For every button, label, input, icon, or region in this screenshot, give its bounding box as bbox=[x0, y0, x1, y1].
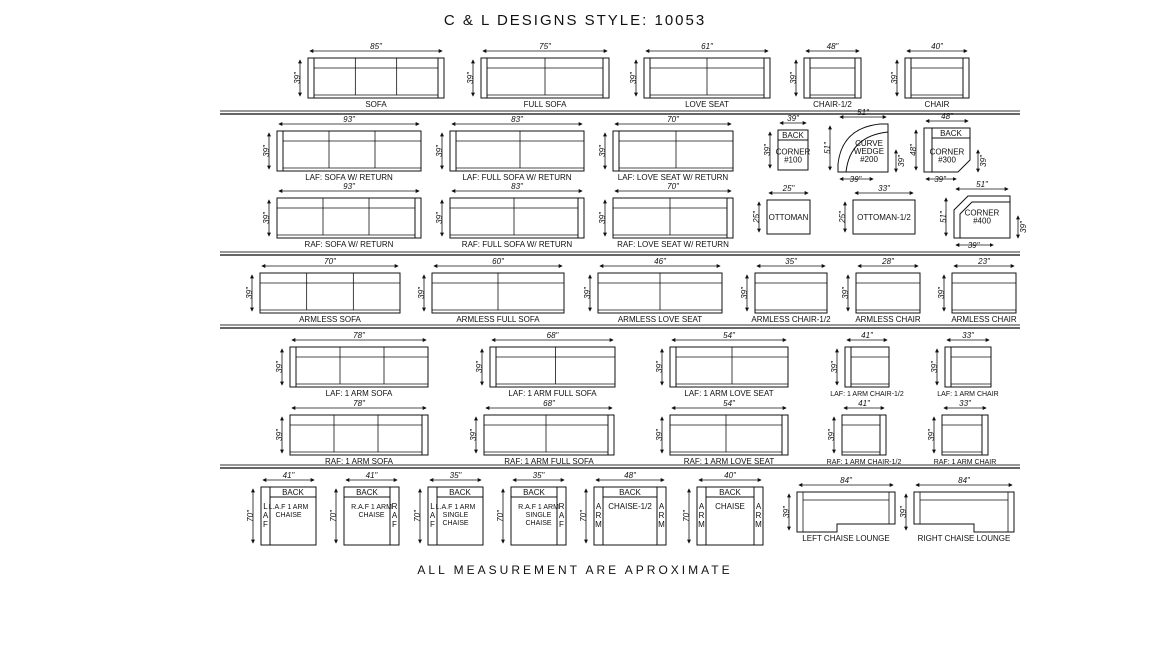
piece-caption: FULL SOFA bbox=[523, 100, 567, 109]
height-dimension: 39" bbox=[469, 429, 478, 441]
arm-side-label-left: A bbox=[698, 502, 705, 511]
piece-corner-400 bbox=[939, 180, 1028, 250]
height-dimension: 39" bbox=[937, 287, 946, 299]
second-height-dimension: 39" bbox=[979, 155, 988, 167]
piece-inner-label: OTTOMAN-1/2 bbox=[857, 213, 911, 222]
width-dimension: 68" bbox=[543, 399, 555, 408]
raf-side-label: R bbox=[391, 502, 398, 511]
piece-caption: LAF: LOVE SEAT W/ RETURN bbox=[617, 173, 729, 182]
height-dimension: 39" bbox=[275, 429, 284, 441]
arm-side-label-left: M bbox=[698, 520, 705, 529]
height-dimension: 39" bbox=[583, 287, 592, 299]
width-dimension: 40" bbox=[724, 471, 736, 480]
piece-caption: LAF: 1 ARM LOVE SEAT bbox=[684, 389, 774, 398]
piece-laf-love-seat-w-return bbox=[598, 115, 733, 182]
chaise-lounge-outline bbox=[914, 492, 1014, 532]
width-dimension: 93" bbox=[343, 182, 355, 191]
width-dimension: 39" bbox=[787, 114, 799, 123]
piece-inner-label: CHAISE bbox=[275, 512, 302, 519]
piece-outline bbox=[942, 415, 988, 455]
width-dimension: 68" bbox=[546, 331, 559, 340]
piece-outline bbox=[856, 273, 920, 313]
piece-caption: LAF: SOFA W/ RETURN bbox=[305, 173, 393, 182]
width-dimension: 84" bbox=[840, 476, 852, 485]
height-dimension: 39" bbox=[475, 361, 484, 373]
height-dimension: 70" bbox=[413, 510, 422, 522]
back-label: BACK bbox=[282, 488, 304, 497]
width-dimension: 51" bbox=[857, 108, 869, 117]
piece-inner-label: CORNER bbox=[775, 147, 811, 157]
width-dimension: 85" bbox=[370, 42, 382, 51]
raf-side-label: F bbox=[392, 520, 397, 529]
height-dimension: 39" bbox=[899, 506, 908, 518]
piece-laf-1-arm-chair-1-2 bbox=[830, 331, 904, 398]
piece-outline bbox=[277, 131, 421, 171]
width-dimension: 35" bbox=[449, 471, 462, 480]
height-dimension: 39" bbox=[782, 506, 791, 518]
piece-chair-1-2 bbox=[789, 42, 861, 109]
height-dimension: 25" bbox=[752, 211, 761, 223]
piece-outline bbox=[290, 347, 428, 387]
piece-raf-1-arm-love-seat bbox=[655, 399, 788, 466]
piece-inner-label: CHAISE bbox=[358, 512, 385, 519]
piece-curve-wedge-200 bbox=[823, 108, 906, 184]
piece-inner-label: L.A.F 1 ARM bbox=[435, 504, 476, 511]
back-label: BACK bbox=[719, 488, 741, 497]
width-dimension: 83" bbox=[511, 115, 523, 124]
width-dimension: 35" bbox=[785, 257, 797, 266]
piece-caption: RAF: 1 ARM LOVE SEAT bbox=[683, 457, 775, 466]
piece-inner-label: #200 bbox=[860, 155, 878, 164]
width-dimension: 70" bbox=[667, 115, 679, 124]
piece-caption: CHAIR bbox=[924, 100, 950, 109]
piece-armless-sofa bbox=[245, 257, 400, 324]
piece-inner-label: CURVE bbox=[855, 139, 883, 148]
width-dimension: 70" bbox=[667, 182, 679, 191]
page-title: C & L DESIGNS STYLE: 10053 bbox=[443, 12, 707, 29]
left-arm bbox=[804, 58, 810, 98]
piece-caption: RAF: 1 ARM FULL SOFA bbox=[504, 457, 594, 466]
back-label: BACK bbox=[940, 129, 962, 138]
height-dimension: 39" bbox=[763, 144, 772, 156]
laf-side-label: A bbox=[262, 511, 269, 520]
piece-laf-full-sofa-w-return bbox=[435, 115, 584, 182]
width-dimension: 78" bbox=[353, 331, 365, 340]
height-dimension: 70" bbox=[682, 510, 691, 522]
piece-caption: LAF: 1 ARM CHAIR bbox=[937, 391, 999, 398]
width-dimension: 28" bbox=[882, 257, 894, 266]
chaise-lounge-outline bbox=[797, 492, 895, 532]
left-arm bbox=[644, 58, 650, 98]
width-dimension: 54" bbox=[723, 399, 735, 408]
piece-outline bbox=[450, 198, 584, 238]
piece-inner-label: WEDGE bbox=[853, 147, 885, 156]
piece-love-seat bbox=[629, 42, 770, 109]
piece-outline bbox=[308, 58, 444, 98]
laf-side-label: L bbox=[263, 502, 268, 511]
right-arm bbox=[603, 58, 609, 98]
piece-inner-label: SINGLE bbox=[525, 512, 552, 519]
height-dimension: 70" bbox=[329, 510, 338, 522]
piece-caption: LAF: 1 ARM SOFA bbox=[325, 389, 393, 398]
width-dimension: 48" bbox=[624, 471, 636, 480]
width-dimension: 93" bbox=[343, 115, 355, 124]
piece-inner-label: SINGLE bbox=[442, 512, 469, 519]
right-arm bbox=[727, 198, 733, 238]
piece-caption: ARMLESS SOFA bbox=[299, 315, 361, 324]
piece-caption: LAF: FULL SOFA W/ RETURN bbox=[462, 173, 572, 182]
left-arm bbox=[905, 58, 911, 98]
width-dimension: 41" bbox=[365, 471, 378, 480]
piece-caption: ARMLESS FULL SOFA bbox=[456, 315, 540, 324]
piece-chaise bbox=[682, 471, 763, 545]
back-label: BACK bbox=[523, 488, 545, 497]
piece-caption: RAF: 1 ARM CHAIR bbox=[933, 459, 997, 466]
piece-raf-love-seat-w-return bbox=[598, 182, 733, 249]
piece-inner-label: R.A.F 1 ARM bbox=[518, 504, 559, 511]
piece-caption: ARMLESS LOVE SEAT bbox=[617, 315, 703, 324]
piece-outline bbox=[613, 198, 733, 238]
right-arm bbox=[578, 198, 584, 238]
piece-r-a-f-1-arm-chaise bbox=[329, 471, 399, 545]
height-dimension: 39" bbox=[827, 429, 836, 441]
piece-inner-label: L.A.F 1 ARM bbox=[268, 504, 309, 511]
piece-outline bbox=[277, 198, 421, 238]
piece-caption: RIGHT CHAISE LOUNGE bbox=[917, 534, 1011, 543]
piece-outline bbox=[484, 415, 614, 455]
right-arm bbox=[880, 415, 886, 455]
piece-inner-label: #400 bbox=[973, 216, 991, 226]
piece-caption: LOVE SEAT bbox=[685, 100, 729, 109]
laf-side-label: F bbox=[263, 520, 268, 529]
piece-chair bbox=[890, 42, 969, 109]
piece-ottoman-1-2 bbox=[838, 184, 915, 234]
piece-laf-1-arm-full-sofa bbox=[475, 331, 615, 398]
width-dimension: 51" bbox=[976, 180, 988, 189]
piece-laf-1-arm-love-seat bbox=[655, 331, 788, 398]
piece-raf-full-sofa-w-return bbox=[435, 182, 584, 249]
width-dimension: 61" bbox=[701, 42, 713, 51]
arm-side-label-right: M bbox=[755, 520, 762, 529]
piece-l-a-f-1-arm-chaise bbox=[246, 471, 316, 545]
piece-caption: CHAIR-1/2 bbox=[813, 100, 852, 109]
piece-inner-label: CHAISE bbox=[525, 520, 552, 527]
piece-armless-chair bbox=[937, 257, 1017, 324]
height-dimension: 39" bbox=[245, 287, 254, 299]
width-dimension: 48" bbox=[941, 112, 953, 121]
height-dimension: 39" bbox=[930, 361, 939, 373]
width-dimension: 75" bbox=[539, 42, 551, 51]
width-dimension: 25" bbox=[782, 184, 795, 193]
piece-armless-chair-1-2 bbox=[740, 257, 831, 324]
back-label: BACK bbox=[356, 488, 378, 497]
piece-inner-label: OTTOMAN bbox=[768, 213, 809, 222]
raf-side-label: F bbox=[559, 520, 564, 529]
piece-armless-love-seat bbox=[583, 257, 722, 324]
height-dimension: 39" bbox=[598, 212, 607, 224]
height-dimension: 39" bbox=[466, 72, 475, 84]
right-arm bbox=[438, 58, 444, 98]
left-arm bbox=[308, 58, 314, 98]
piece-laf-1-arm-sofa bbox=[275, 331, 428, 398]
width-dimension: 41" bbox=[282, 471, 295, 480]
piece-outline bbox=[755, 273, 827, 313]
width-dimension: 40" bbox=[931, 42, 943, 51]
height-dimension: 39" bbox=[841, 287, 850, 299]
height-dimension: 39" bbox=[655, 361, 664, 373]
height-dimension: 39" bbox=[262, 212, 271, 224]
piece-inner-label: R.A.F 1 ARM bbox=[351, 504, 392, 511]
height-dimension: 39" bbox=[417, 287, 426, 299]
piece-right-chaise-lounge bbox=[899, 476, 1014, 543]
height-dimension: 39" bbox=[789, 72, 798, 84]
piece-sofa bbox=[293, 42, 444, 109]
second-width-dimension: 39" bbox=[967, 241, 980, 250]
height-dimension: 70" bbox=[579, 510, 588, 522]
raf-side-label: A bbox=[558, 511, 565, 520]
footer-note: ALL MEASUREMENT ARE APROXIMATE bbox=[417, 563, 733, 577]
width-dimension: 54" bbox=[723, 331, 735, 340]
second-width-dimension: 39" bbox=[849, 175, 862, 184]
piece-raf-1-arm-chair bbox=[927, 399, 996, 466]
width-dimension: 46" bbox=[654, 257, 666, 266]
width-dimension: 41" bbox=[861, 331, 873, 340]
width-dimension: 48" bbox=[826, 42, 839, 51]
width-dimension: 33" bbox=[878, 184, 890, 193]
piece-ottoman bbox=[752, 184, 810, 234]
arm-side-label-right: R bbox=[755, 511, 762, 520]
right-arm bbox=[608, 415, 614, 455]
left-arm bbox=[845, 347, 851, 387]
arm-side-label-right: R bbox=[658, 511, 665, 520]
second-height-dimension: 39" bbox=[897, 155, 906, 167]
piece-outline bbox=[905, 58, 969, 98]
height-dimension: 39" bbox=[435, 212, 444, 224]
piece-outline bbox=[952, 273, 1016, 313]
width-dimension: 83" bbox=[511, 182, 523, 191]
width-dimension: 35" bbox=[532, 471, 545, 480]
piece-caption: LAF: 1 ARM CHAIR-1/2 bbox=[830, 391, 904, 398]
width-dimension: 84" bbox=[958, 476, 970, 485]
arm-side-label-right: A bbox=[755, 502, 762, 511]
piece-outline bbox=[290, 415, 428, 455]
height-dimension: 39" bbox=[890, 72, 899, 84]
height-dimension: 25" bbox=[838, 211, 847, 223]
height-dimension: 39" bbox=[655, 429, 664, 441]
height-dimension: 39" bbox=[598, 145, 607, 157]
height-dimension: 39" bbox=[629, 72, 638, 84]
right-arm bbox=[782, 415, 788, 455]
piece-caption: ARMLESS CHAIR bbox=[855, 315, 921, 324]
piece-inner-label: #100 bbox=[784, 155, 802, 165]
height-dimension: 70" bbox=[496, 510, 505, 522]
left-arm bbox=[613, 131, 619, 171]
piece-outline bbox=[260, 273, 400, 313]
piece-caption: RAF: SOFA W/ RETURN bbox=[304, 240, 394, 249]
width-dimension: 70" bbox=[324, 257, 336, 266]
piece-corner-100 bbox=[763, 114, 811, 170]
piece-outline bbox=[804, 58, 861, 98]
piece-outline bbox=[945, 347, 991, 387]
piece-laf-sofa-w-return bbox=[262, 115, 421, 182]
piece-armless-full-sofa bbox=[417, 257, 564, 324]
height-dimension: 70" bbox=[246, 510, 255, 522]
piece-inner-label: CHAISE-1/2 bbox=[608, 502, 652, 511]
piece-caption: ARMLESS CHAIR bbox=[951, 315, 1017, 324]
height-dimension: 39" bbox=[830, 361, 839, 373]
second-height-dimension: 39" bbox=[1019, 221, 1028, 233]
piece-full-sofa bbox=[466, 42, 609, 109]
right-arm bbox=[855, 58, 861, 98]
height-dimension: 39" bbox=[927, 429, 936, 441]
piece-inner-label: CHAISE bbox=[715, 502, 745, 511]
piece-caption: ARMLESS CHAIR-1/2 bbox=[751, 315, 831, 324]
piece-caption: RAF: 1 ARM CHAIR-1/2 bbox=[826, 459, 902, 466]
piece-outline bbox=[842, 415, 886, 455]
laf-side-label: F bbox=[430, 520, 435, 529]
right-arm bbox=[963, 58, 969, 98]
piece-inner-label: CORNER bbox=[929, 147, 965, 157]
piece-inner-label: CHAISE bbox=[442, 520, 469, 527]
arm-side-label-right: M bbox=[658, 520, 665, 529]
piece-inner-label: CORNER bbox=[964, 208, 1000, 218]
piece-caption: RAF: 1 ARM SOFA bbox=[324, 457, 394, 466]
piece-raf-1-arm-sofa bbox=[275, 399, 428, 466]
height-dimension: 48" bbox=[909, 144, 918, 156]
arm-side-label-left: R bbox=[698, 511, 705, 520]
piece-caption: RAF: LOVE SEAT W/ RETURN bbox=[617, 240, 729, 249]
left-arm bbox=[481, 58, 487, 98]
width-dimension: 41" bbox=[858, 399, 870, 408]
width-dimension: 78" bbox=[353, 399, 365, 408]
piece-caption: SOFA bbox=[365, 100, 387, 109]
piece-raf-1-arm-chair-1-2 bbox=[827, 399, 902, 466]
width-dimension: 60" bbox=[492, 257, 504, 266]
piece-caption: RAF: FULL SOFA W/ RETURN bbox=[461, 240, 573, 249]
piece-outline bbox=[613, 131, 733, 171]
arm-side-label-left: R bbox=[595, 511, 602, 520]
piece-inner-label: #300 bbox=[938, 155, 956, 165]
back-label: BACK bbox=[782, 131, 804, 140]
piece-raf-sofa-w-return bbox=[262, 182, 421, 249]
right-arm bbox=[415, 198, 421, 238]
back-label: BACK bbox=[449, 488, 471, 497]
piece-outline bbox=[490, 347, 615, 387]
height-dimension: 39" bbox=[275, 361, 284, 373]
piece-l-a-f-1-arm-single-chaise bbox=[413, 471, 483, 545]
raf-side-label: A bbox=[391, 511, 398, 520]
height-dimension: 51" bbox=[939, 211, 948, 223]
height-dimension: 39" bbox=[293, 72, 302, 84]
height-dimension: 39" bbox=[435, 145, 444, 157]
height-dimension: 39" bbox=[262, 145, 271, 157]
raf-side-label: R bbox=[558, 502, 565, 511]
piece-caption: LAF: 1 ARM FULL SOFA bbox=[508, 389, 597, 398]
piece-outline bbox=[670, 415, 788, 455]
left-arm bbox=[290, 347, 296, 387]
piece-outline bbox=[450, 131, 584, 171]
piece-r-a-f-1-arm-single-chaise bbox=[496, 471, 566, 545]
width-dimension: 33" bbox=[962, 331, 974, 340]
piece-left-chaise-lounge bbox=[782, 476, 895, 543]
laf-side-label: A bbox=[429, 511, 436, 520]
arm-side-label-left: A bbox=[595, 502, 602, 511]
left-arm bbox=[945, 347, 951, 387]
right-arm bbox=[764, 58, 770, 98]
right-arm bbox=[982, 415, 988, 455]
left-arm bbox=[670, 347, 676, 387]
width-dimension: 33" bbox=[959, 399, 971, 408]
arm-side-label-left: M bbox=[595, 520, 602, 529]
piece-caption: LEFT CHAISE LOUNGE bbox=[802, 534, 890, 543]
back-label: BACK bbox=[619, 488, 641, 497]
width-dimension: 23" bbox=[978, 257, 990, 266]
right-arm bbox=[422, 415, 428, 455]
left-arm bbox=[450, 131, 456, 171]
piece-laf-1-arm-chair bbox=[930, 331, 999, 398]
arm-side-label-right: A bbox=[658, 502, 665, 511]
left-arm bbox=[277, 131, 283, 171]
second-width-dimension: 39" bbox=[934, 175, 946, 184]
laf-side-label: L bbox=[430, 502, 435, 511]
height-dimension: 39" bbox=[740, 287, 749, 299]
piece-outline bbox=[845, 347, 889, 387]
piece-chaise-1-2 bbox=[579, 471, 666, 545]
piece-raf-1-arm-full-sofa bbox=[469, 399, 614, 466]
height-dimension: 51" bbox=[823, 142, 832, 154]
piece-outline bbox=[670, 347, 788, 387]
left-arm bbox=[490, 347, 496, 387]
piece-armless-chair bbox=[841, 257, 921, 324]
piece-corner-300 bbox=[909, 112, 988, 184]
